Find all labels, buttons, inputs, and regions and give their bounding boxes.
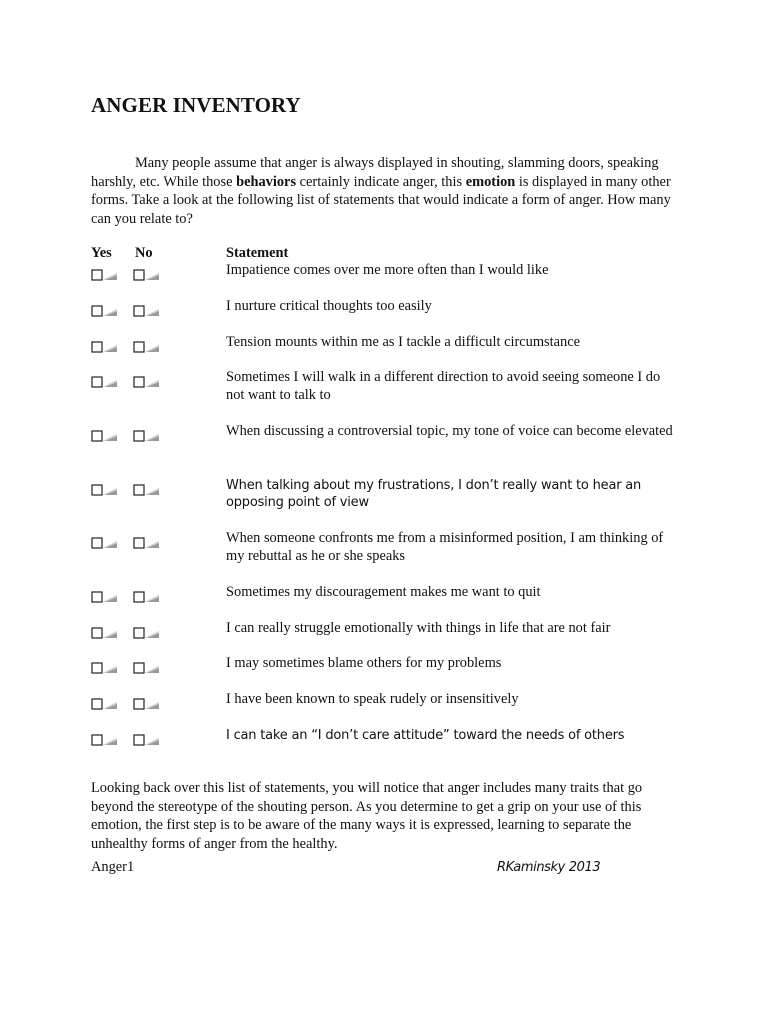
statement-row-9 — [0, 620, 768, 656]
statement-row-12 — [0, 727, 768, 763]
no-checkbox-icon[interactable] — [133, 661, 163, 675]
checkbox-icon — [91, 661, 121, 675]
yes-checkbox-icon[interactable] — [91, 536, 121, 550]
statement-row-4 — [0, 369, 768, 423]
checkbox-icon — [133, 626, 163, 640]
intro-text-3: is displayed in many other forms. Take a look at the following list of statements that would indicate a form of anger. How many can you relate to? — [91, 173, 671, 227]
checkbox-icon — [91, 626, 121, 640]
statement-row-3 — [0, 334, 768, 370]
checkbox-icon — [91, 697, 121, 711]
statement-text: When talking about my frustrations, I don’t really want to hear an opposing point of view — [226, 477, 642, 511]
statement-text: Tension mounts within me as I tackle a difficult circumstance — [226, 333, 580, 350]
statement-row-2 — [0, 298, 768, 334]
checkbox-icon — [133, 268, 163, 282]
column-header-statement: Statement — [226, 245, 289, 261]
statement-row-5 — [0, 423, 768, 477]
statement-text: I can really struggle emotionally with things in life that are not fair — [226, 619, 611, 636]
no-checkbox-icon[interactable] — [133, 429, 163, 443]
intro-text-1: Many people assume that anger is always displayed in shouting, slamming doors, speaking harshly, etc. While those — [91, 155, 659, 190]
no-checkbox-icon[interactable] — [133, 697, 163, 711]
checkbox-icon — [91, 375, 121, 389]
checkbox-icon — [133, 304, 163, 318]
checkbox-icon — [133, 536, 163, 550]
no-checkbox-icon[interactable] — [133, 733, 163, 747]
checkbox-icon — [133, 733, 163, 747]
yes-checkbox-icon[interactable] — [91, 429, 121, 443]
statement-row-1 — [0, 262, 768, 298]
checkbox-icon — [133, 340, 163, 354]
statement-text: I have been known to speak rudely or insensitively — [226, 691, 519, 708]
statement-text: I may sometimes blame others for my problems — [226, 655, 502, 672]
no-checkbox-icon[interactable] — [133, 375, 163, 389]
checkbox-icon — [133, 483, 163, 497]
yes-checkbox-icon[interactable] — [91, 626, 121, 640]
closing-paragraph: Looking back over this list of statements, you will notice that anger includes many traits that go beyond the stereotype of the shouting person. As you determine to get a grip on your use of this emotion, the first step is to be aware of the many ways it is expressed, learning to separate the unhealthy forms of anger from the healthy. — [91, 780, 643, 852]
no-checkbox-icon[interactable] — [133, 626, 163, 640]
yes-checkbox-icon[interactable] — [91, 590, 121, 604]
checkbox-icon — [91, 590, 121, 604]
statement-list — [0, 262, 768, 763]
no-checkbox-icon[interactable] — [133, 483, 163, 497]
yes-checkbox-icon[interactable] — [91, 268, 121, 282]
statement-row-6 — [0, 477, 768, 531]
statement-text: When discussing a controversial topic, my tone of voice can become elevated — [226, 422, 673, 439]
statement-text: Sometimes I will walk in a different direction to avoid seeing someone I do not want to talk to — [226, 369, 661, 404]
page-title: ANGER INVENTORY — [91, 93, 301, 117]
statement-text: I can take an “I don’t care attitude” toward the needs of others — [226, 727, 625, 743]
checkbox-icon — [91, 268, 121, 282]
no-checkbox-icon[interactable] — [133, 304, 163, 318]
checkbox-icon — [91, 340, 121, 354]
yes-checkbox-icon[interactable] — [91, 697, 121, 711]
yes-checkbox-icon[interactable] — [91, 375, 121, 389]
yes-checkbox-icon[interactable] — [91, 340, 121, 354]
checkbox-icon — [133, 429, 163, 443]
statement-row-8 — [0, 584, 768, 620]
statement-text: Impatience comes over me more often than I would like — [226, 262, 549, 278]
statement-text: Sometimes my discouragement makes me want to quit — [226, 583, 541, 600]
no-checkbox-icon[interactable] — [133, 268, 163, 282]
column-header-yes: Yes — [91, 245, 112, 261]
statement-row-11 — [0, 691, 768, 727]
checkbox-icon — [91, 536, 121, 550]
statement-row-7 — [0, 530, 768, 584]
checkbox-icon — [91, 304, 121, 318]
yes-checkbox-icon[interactable] — [91, 483, 121, 497]
checkbox-icon — [91, 483, 121, 497]
no-checkbox-icon[interactable] — [133, 340, 163, 354]
footer-author: RKaminsky 2013 — [497, 860, 601, 875]
statement-text: When someone confronts me from a misinformed position, I am thinking of my rebuttal as he or she speaks — [226, 530, 664, 564]
intro-paragraph — [91, 154, 681, 228]
checkbox-icon — [91, 733, 121, 747]
column-header-no: No — [135, 245, 153, 261]
checkbox-icon — [91, 429, 121, 443]
checkbox-icon — [133, 697, 163, 711]
no-checkbox-icon[interactable] — [133, 590, 163, 604]
yes-checkbox-icon[interactable] — [91, 661, 121, 675]
checkbox-icon — [133, 375, 163, 389]
yes-checkbox-icon[interactable] — [91, 304, 121, 318]
statement-text: I nurture critical thoughts too easily — [226, 297, 432, 314]
checkbox-icon — [133, 590, 163, 604]
no-checkbox-icon[interactable] — [133, 536, 163, 550]
intro-bold-behaviors: behaviors — [236, 173, 297, 190]
footer-page-label: Anger1 — [91, 859, 135, 875]
intro-text-2: certainly indicate anger, this — [296, 173, 466, 190]
statement-row-10 — [0, 655, 768, 691]
yes-checkbox-icon[interactable] — [91, 733, 121, 747]
intro-bold-emotion: emotion — [465, 173, 516, 190]
checkbox-icon — [133, 661, 163, 675]
